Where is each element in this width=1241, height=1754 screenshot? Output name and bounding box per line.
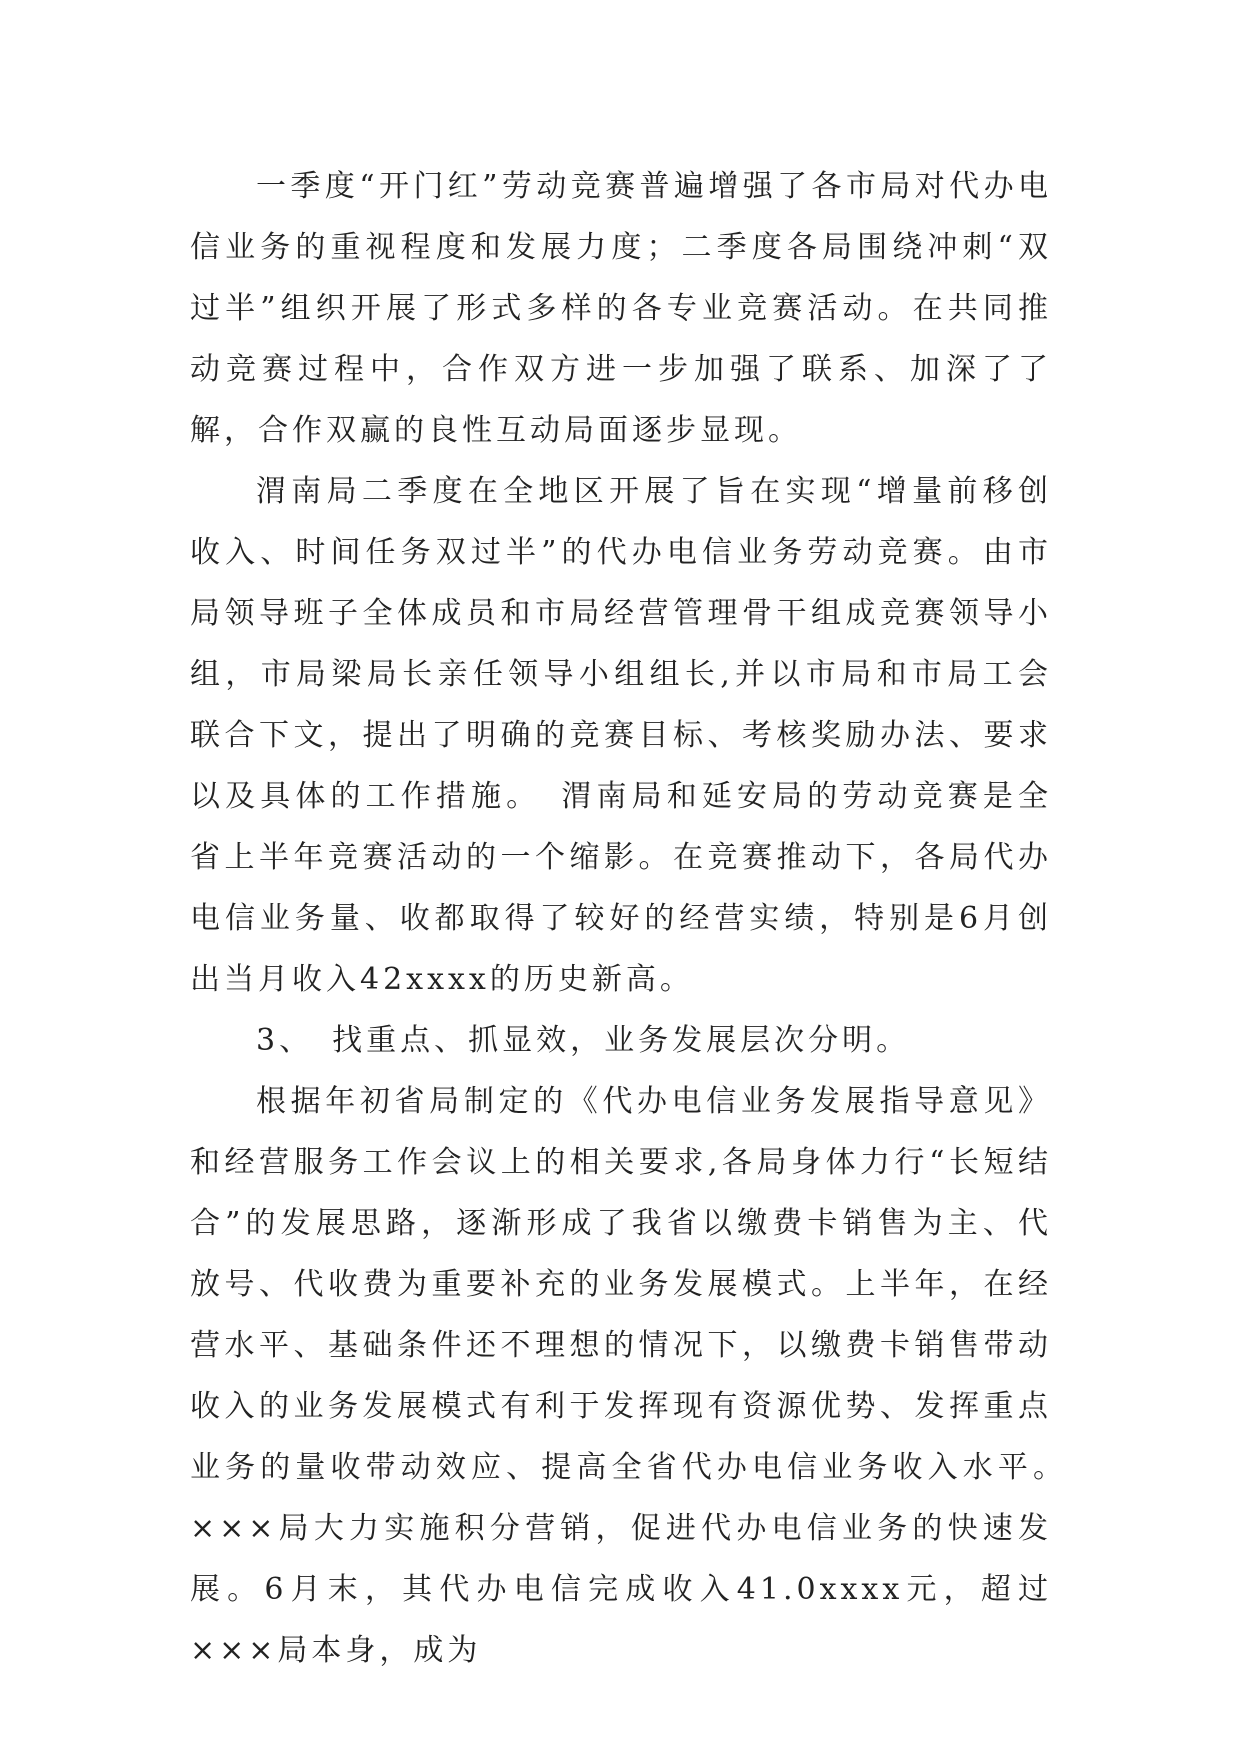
section-heading-3: 3、 找重点、抓显效，业务发展层次分明。 <box>256 1023 911 1058</box>
document-body <box>190 156 1086 1681</box>
paragraph-development-model: 根据年初省局制定的《代办电信业务发展指导意见》和经营服务工作会议上的相关要求,各局身体力行“长短结合”的发展思路，逐渐形成了我省以缴费卡销售为主、代放号、代收费为重要补充的业务发展模式。上半年，在经营水平、基础条件还不理想的情况下，以缴费卡销售带动收入的业务发展模式有利于发挥现有资源优势、发挥重点业务的量收带动效应、提高全省代办电信业务收入水平。 ×××局大力实施积分营销，促进代办电信业务的快速发展。6月末，其代办电信完成收入41.0xxxx元，超过×××局本身，成为 <box>190 1084 1086 1668</box>
paragraph-labor-competition-overview: 一季度“开门红”劳动竞赛普遍增强了各市局对代办电信业务的重视程度和发展力度；二季度各局围绕冲刺“双过半”组织开展了形式多样的各专业竞赛活动。在共同推动竞赛过程中，合作双方进一步加强了联系、加深了了解，合作双赢的良性互动局面逐步显现。 <box>190 169 1052 448</box>
paragraph-weinan-competition: 渭南局二季度在全地区开展了旨在实现“增量前移创收入、时间任务双过半”的代办电信业务劳动竞赛。由市局领导班子全体成员和市局经营管理骨干组成竞赛领导小组，市局梁局长亲任领导小组组长,并以市局和市局工会联合下文，提出了明确的竞赛目标、考核奖励办法、要求以及具体的工作措施。 渭南局和延安局的劳动竞赛是全省上半年竞赛活动的一个缩影。在竞赛推动下，各局代办电信业务量、收都取得了较好的经营实绩，特别是6月创出当月收入42xxxx的历史新高。 <box>190 474 1052 997</box>
